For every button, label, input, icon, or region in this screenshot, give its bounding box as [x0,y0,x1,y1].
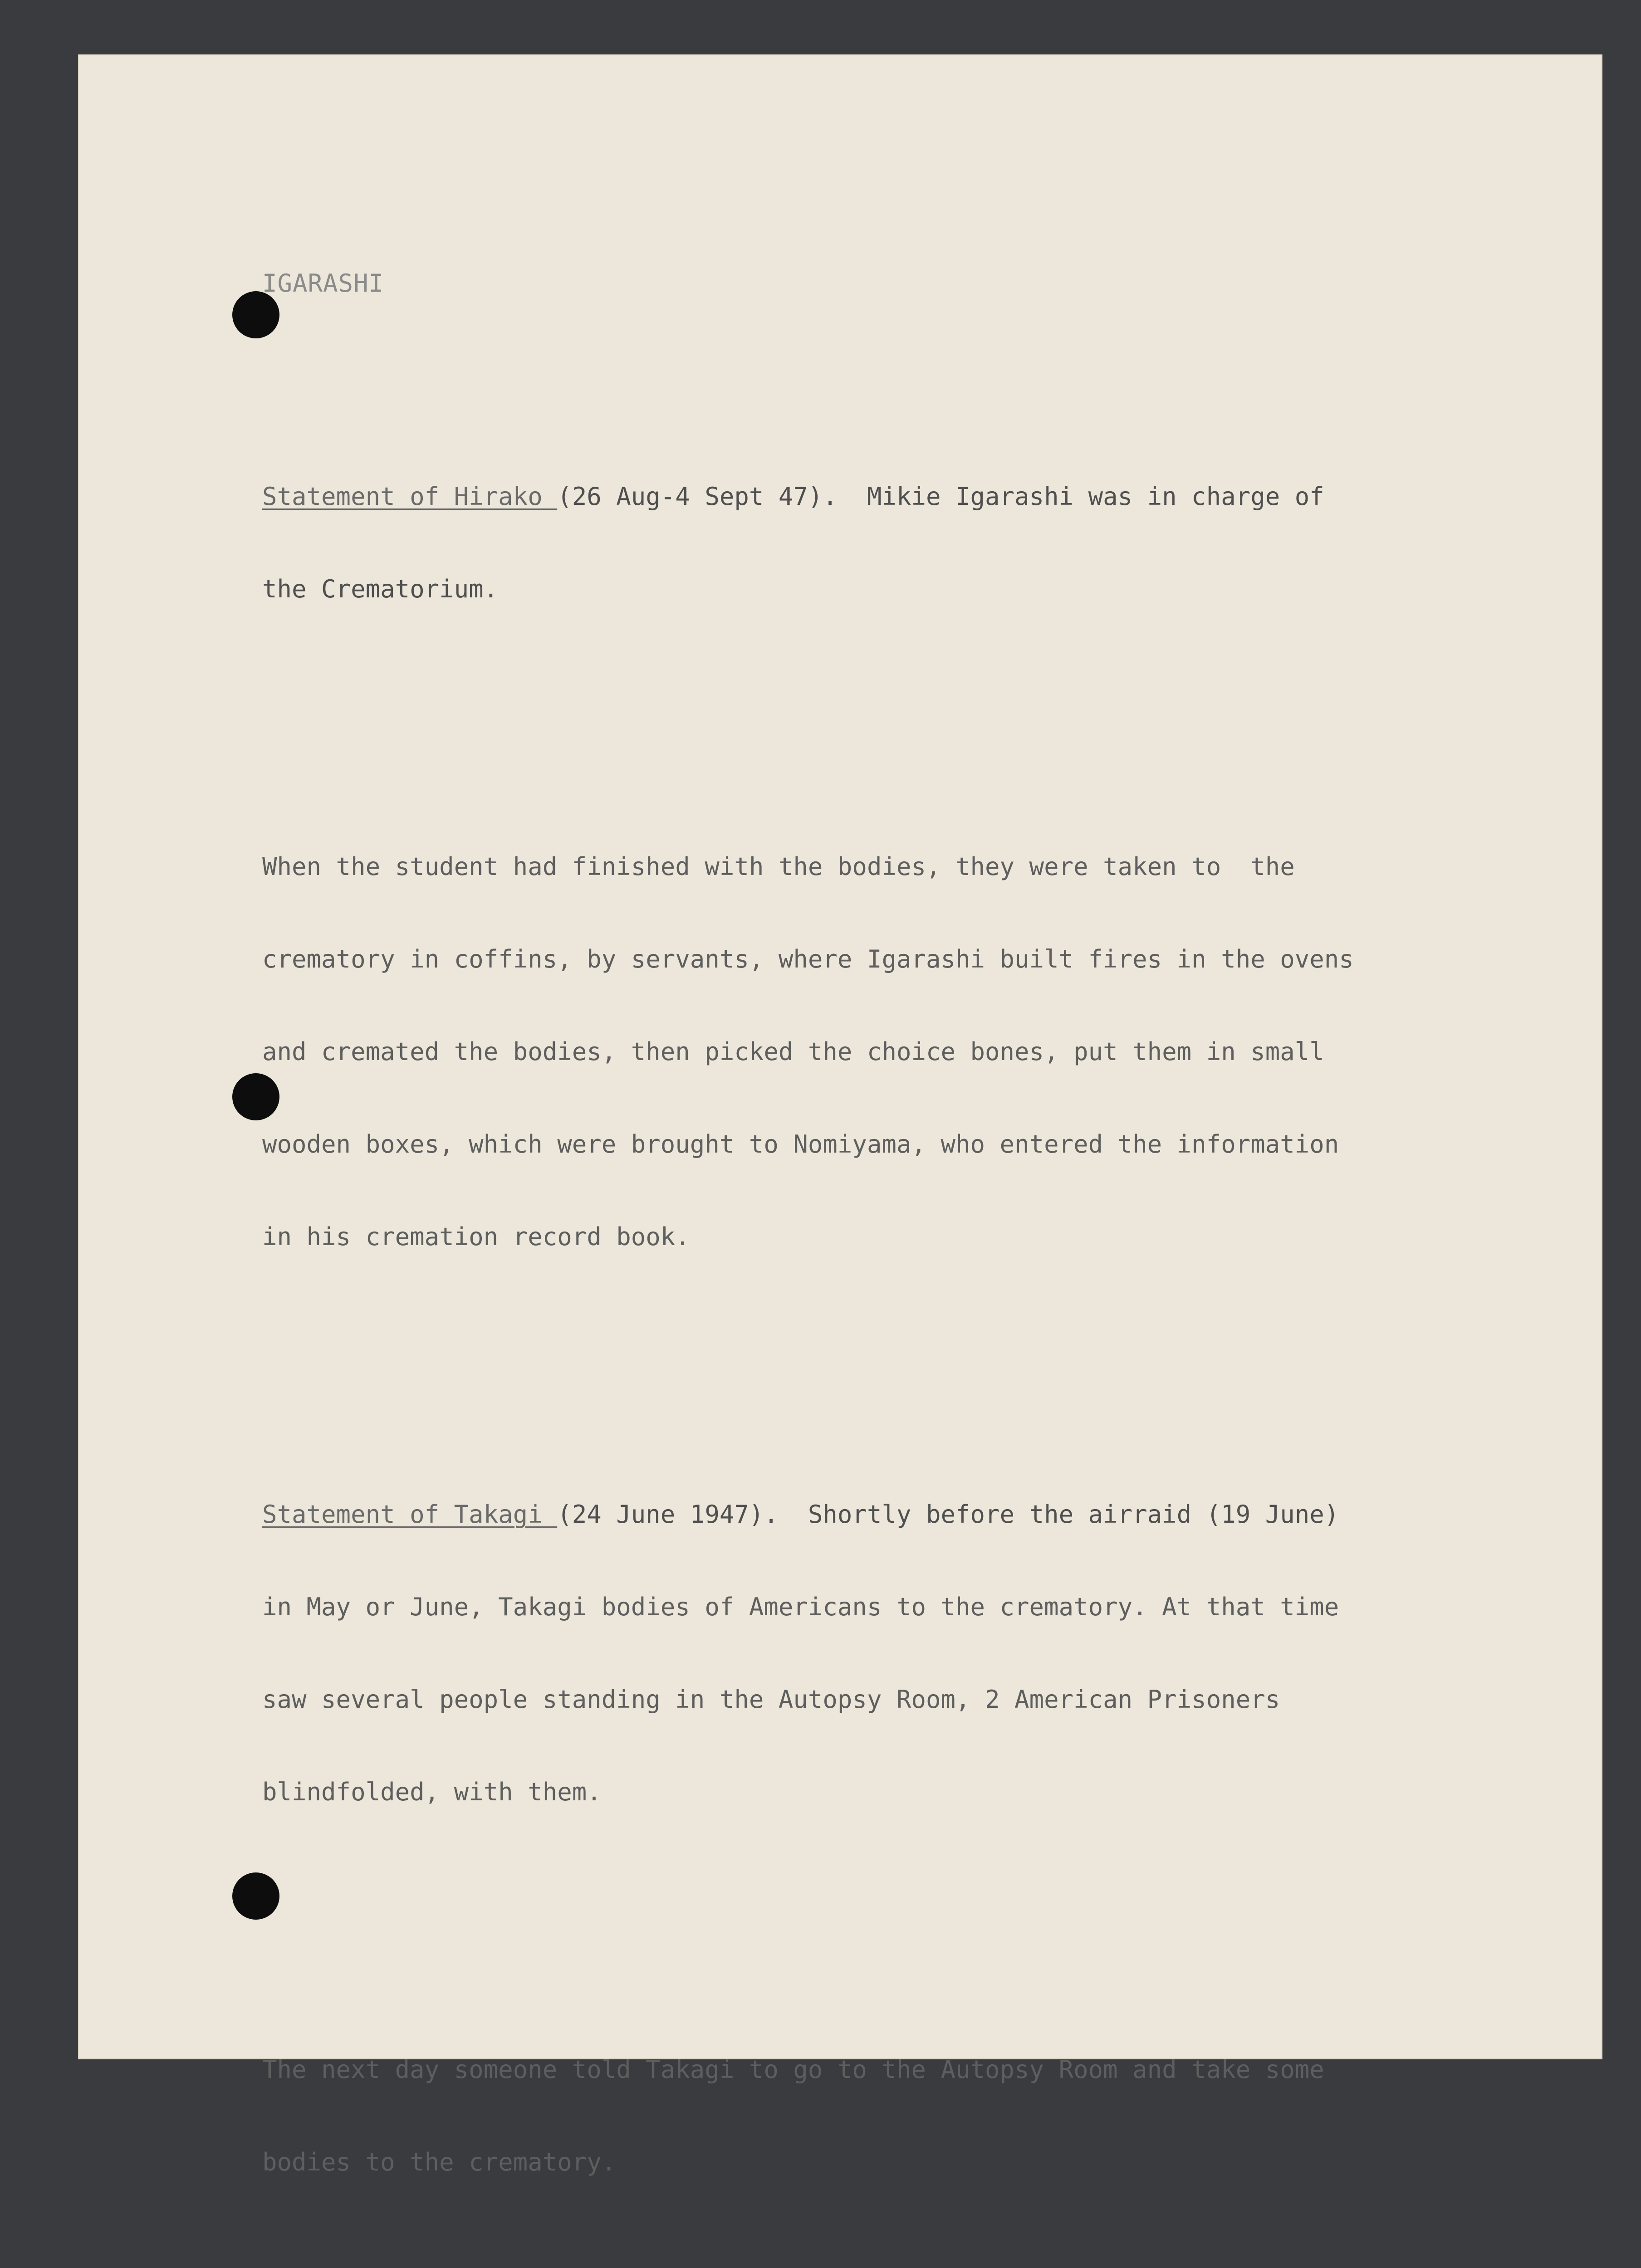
document-heading: IGARASHI [262,269,384,298]
text-line: in his cremation record book. [262,1222,690,1251]
text-line: (26 Aug-4 Sept 47). Mikie Igarashi was in charge of [557,482,1324,511]
document-body [262,206,1469,2268]
statement-label: Statement of Hirako [262,482,558,511]
text-line: blindfolded, with them. [262,1778,602,1806]
text-line: wooden boxes, which were brought to Nomiyama, who entered the information [262,1130,1339,1158]
statement-label: Statement of Takagi [262,1500,558,1529]
paragraph [262,790,1469,1314]
text-line: bodies to the crematory. [262,2148,617,2176]
paragraph-hirako [262,420,1469,666]
text-line: the Crematorium. [262,575,499,603]
text-line: in May or June, Takagi bodies of Americans to the crematory. At that time [262,1593,1339,1621]
text-line: (24 June 1947). Shortly before the airraid (19 June) [557,1500,1339,1529]
text-line: crematory in coffins, by servants, where Igarashi built fires in the ovens [262,945,1354,973]
paragraph-takagi [262,1437,1469,1869]
paragraph [262,1993,1469,2239]
text-line: saw several people standing in the Autopsy Room, 2 American Prisoners [262,1685,1280,1714]
text-line: The next day someone told Takagi to go to the Autopsy Room and take some [262,2055,1324,2084]
text-line: When the student had finished with the bodies, they were taken to the [262,852,1295,881]
text-line: and cremated the bodies, then picked the choice bones, put them in small [262,1037,1324,1066]
